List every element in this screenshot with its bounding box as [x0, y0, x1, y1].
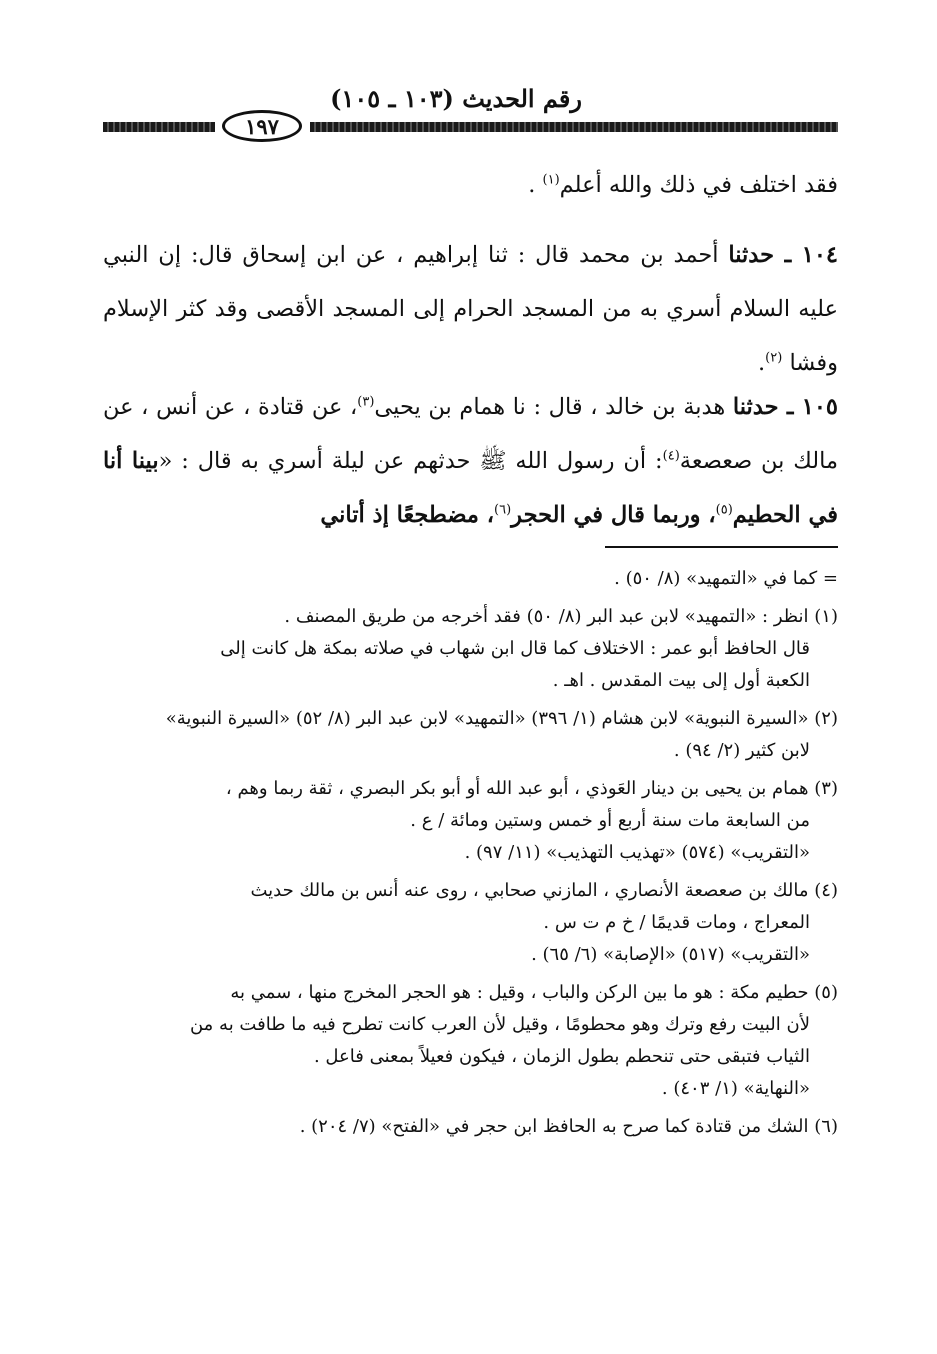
hadith-number-104: ١٠٤ ـ: [774, 242, 838, 268]
footnote-line: (١) انظر : «التمهيد» لابن عبد البر (٨/ ٥٠) فقد أخرجه من طريق المصنف .: [284, 606, 838, 627]
footnote-5: [103, 977, 838, 1105]
hadith-105: [103, 380, 838, 542]
footnote-ref-3: (٣): [357, 394, 375, 410]
footnote-line: (٣) همام بن يحيى بن دينار العَوذي ، أبو عبد الله أو أبو بكر البصري ، ثقة ربما وهم ،: [225, 778, 838, 799]
footnote-4: [103, 875, 838, 971]
footnote-6: [103, 1111, 838, 1143]
paragraph-intro: [103, 158, 838, 212]
footnote-line: الثياب فتبقى حتى تنحطم بطول الزمان ، فيكون فعيلاً بمعنى فاعل .: [313, 1046, 810, 1067]
footnote-line: الكعبة أول إلى بيت المقدس . اهـ .: [552, 670, 810, 691]
footnote-line: (٤) مالك بن صعصعة الأنصاري ، المازني صحابي ، روى عنه أنس بن مالك حديث: [250, 880, 838, 901]
page-number: ١٩٧: [222, 110, 302, 142]
hadith-text-105-a: هدبة بن خالد ، قال : نا همام بن يحيى: [374, 394, 733, 420]
footnote-line: قال الحافظ أبو عمر : الاختلاف كما قال ابن شهاب في صلاته بمكة هل كانت إلى: [220, 638, 810, 659]
hadith-lead-105: حدثنا: [732, 394, 779, 420]
intro-text: فقد اختلف في ذلك والله أعلم: [559, 172, 838, 198]
footnote-3: [103, 773, 838, 869]
footnote-line: لأن البيت رفع وترك وهو محطومًا ، وقيل لأن العرب كانت تطرح فيه ما طافت به من: [189, 1014, 810, 1035]
footnote-line: (٥) حطيم مكة : هو ما بين الركن والباب ، وقيل : هو الحجر المخرج منها ، سمي به: [230, 982, 838, 1003]
hadith-text-105-c: : أن رسول الله ﷺ حدثهم عن ليلة أسري به قال : «: [158, 448, 663, 474]
quote-bold-3: ، مضطجعًا إذ أتاني: [320, 502, 495, 528]
footnote-line: «التقريب» (٥١٧) «الإصابة» (٦/ ٦٥) .: [531, 944, 810, 965]
hadith-text-104: أحمد بن محمد قال : ثنا إبراهيم ، عن ابن إسحاق قال: إن النبي عليه السلام أسري به من المسجد الحرام إلى المسجد الأقصى وقد كثر الإسلام وفشا: [103, 242, 838, 376]
footnote-ref-1: (١): [542, 172, 560, 188]
quote-bold-1: بينا أنا في الحطيم: [103, 448, 838, 528]
hadith-text-105-b: ، عن قتادة ، عن أنس ، عن مالك بن صعصعة: [103, 394, 839, 474]
hadith-lead-104: حدثنا: [728, 242, 775, 268]
footnote-line: (٦) الشك من قتادة كما صرح به الحافظ ابن حجر في «الفتح» (٧/ ٢٠٤) .: [299, 1116, 838, 1137]
footnotes: [103, 563, 838, 1149]
footnote-ref-4: (٤): [662, 448, 680, 464]
footnote-line: = كما في «التمهيد» (٨/ ٥٠) .: [614, 568, 838, 589]
footnote-ref-5: (٥): [715, 502, 733, 518]
footnote-1: [103, 601, 838, 697]
footnote-line: من السابعة مات سنة أربع أو خمس وستين ومائة / ع .: [410, 810, 810, 831]
hadith-end-104: .: [758, 350, 766, 376]
hadith-number-105: ١٠٥ ـ: [778, 394, 839, 420]
footnote-line: لابن كثير (٢/ ٩٤) .: [673, 740, 810, 761]
footnote-line: المعراج ، ومات قديمًا / خ م ت س .: [543, 912, 810, 933]
footnote-2: [103, 703, 838, 767]
hadith-104: [103, 228, 838, 390]
footnote-line: «التقريب» (٥٧٤) «تهذيب التهذيب» (١١/ ٩٧) .: [464, 842, 810, 863]
running-title: رقم الحديث (١٠٣ ـ ١٠٥): [330, 84, 582, 113]
intro-end: .: [528, 172, 543, 198]
quote-bold-2: ، وربما قال في الحجر: [511, 502, 716, 528]
header-rule-right: [310, 122, 838, 132]
footnote-ref-6: (٦): [494, 502, 512, 518]
footnote-continuation: [103, 563, 838, 595]
header-rule-left: [103, 122, 215, 132]
footnote-ref-2: (٢): [765, 350, 783, 366]
footnote-line: (٢) «السيرة النبوية» لابن هشام (١/ ٣٩٦) «التمهيد» لابن عبد البر (٨/ ٥٢) «السيرة النبوية»: [165, 708, 838, 729]
footnote-separator: [605, 546, 838, 548]
footnote-line: «النهاية» (١/ ٤٠٣) .: [661, 1078, 810, 1099]
